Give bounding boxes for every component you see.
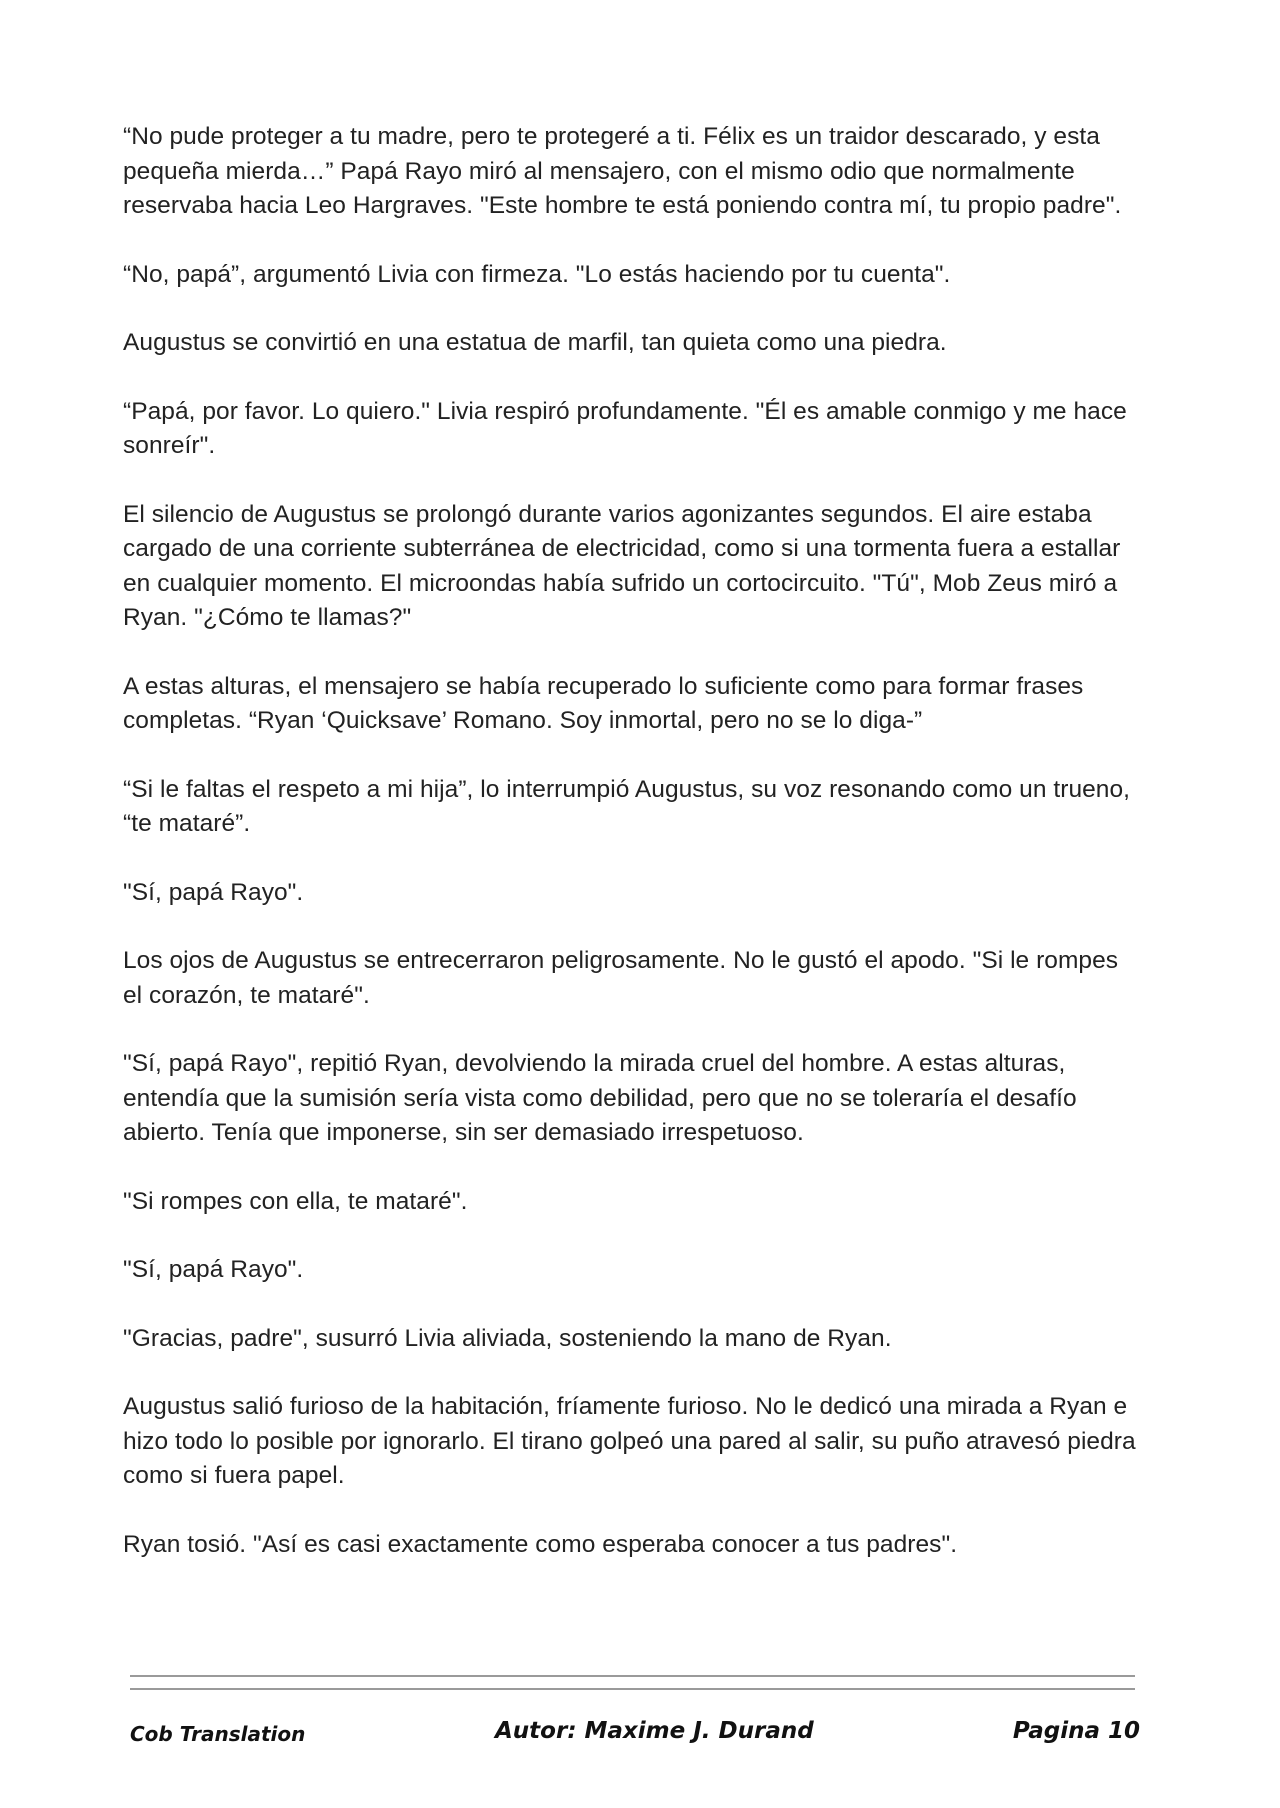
paragraph: “Papá, por favor. Lo quiero." Livia respiró profundamente. "Él es amable conmigo y me hace sonreír". <box>123 397 1127 459</box>
footer-divider-top <box>130 1675 1135 1677</box>
footer-translator: Cob Translation <box>130 1722 306 1746</box>
paragraph: "Si rompes con ella, te mataré". <box>123 1187 468 1215</box>
paragraph: Ryan tosió. "Así es casi exactamente como esperaba conocer a tus padres". <box>123 1530 958 1558</box>
paragraph: A estas alturas, el mensajero se había recuperado lo suficiente como para formar frases completas. “Ryan ‘Quicksave’ Romano. Soy inmortal, pero no se lo diga-” <box>123 672 1084 734</box>
page-footer <box>130 1718 1140 1758</box>
footer-page-number: Pagina 10 <box>1012 1718 1140 1744</box>
body-text <box>123 120 1143 1596</box>
footer-author: Autor: Maxime J. Durand <box>495 1718 814 1744</box>
paragraph: Augustus salió furioso de la habitación, fríamente furioso. No le dedicó una mirada a Ryan e hizo todo lo posible por ignorarlo. El tirano golpeó una pared al salir, su puño atravesó piedra como si fuera papel. <box>123 1393 1136 1489</box>
paragraph: “No, papá”, argumentó Livia con firmeza. "Lo estás haciendo por tu cuenta". <box>123 260 951 288</box>
paragraph: "Sí, papá Rayo". <box>123 878 304 906</box>
paragraph: "Sí, papá Rayo". <box>123 1256 304 1283</box>
paragraph: "Sí, papá Rayo", repitió Ryan, devolviendo la mirada cruel del hombre. A estas alturas, entendía que la sumisión sería vista como debilidad, pero que no se toleraría el desafío abierto. Tenía que imponerse, sin ser demasiado irrespetuoso. <box>123 1050 1077 1146</box>
paragraph: Los ojos de Augustus se entrecerraron peligrosamente. No le gustó el apodo. "Si le rompes el corazón, te mataré". <box>123 947 1119 1009</box>
paragraph: Augustus se convirtió en una estatua de marfil, tan quieta como una piedra. <box>123 329 947 356</box>
paragraph: "Gracias, padre", susurró Livia aliviada, sosteniendo la mano de Ryan. <box>123 1324 892 1352</box>
paragraph: “No pude proteger a tu madre, pero te protegeré a ti. Félix es un traidor descarado, y esta pequeña mierda…” Papá Rayo miró al mensajero, con el mismo odio que normalmente reservaba hacia Leo Hargraves. "Este hombre te está poniendo contra mí, tu propio padre". <box>123 123 1122 219</box>
paragraph: “Si le faltas el respeto a mi hija”, lo interrumpió Augustus, su voz resonando como un trueno, “te mataré”. <box>123 775 1130 837</box>
footer-divider-bottom <box>130 1688 1135 1690</box>
paragraph: El silencio de Augustus se prolongó durante varios agonizantes segundos. El aire estaba cargado de una corriente subterránea de electricidad, como si una tormenta fuera a estallar en cualquier momento. El microondas había sufrido un cortocircuito. "Tú", Mob Zeus miró a Ryan. "¿Cómo te llamas?" <box>123 500 1121 631</box>
